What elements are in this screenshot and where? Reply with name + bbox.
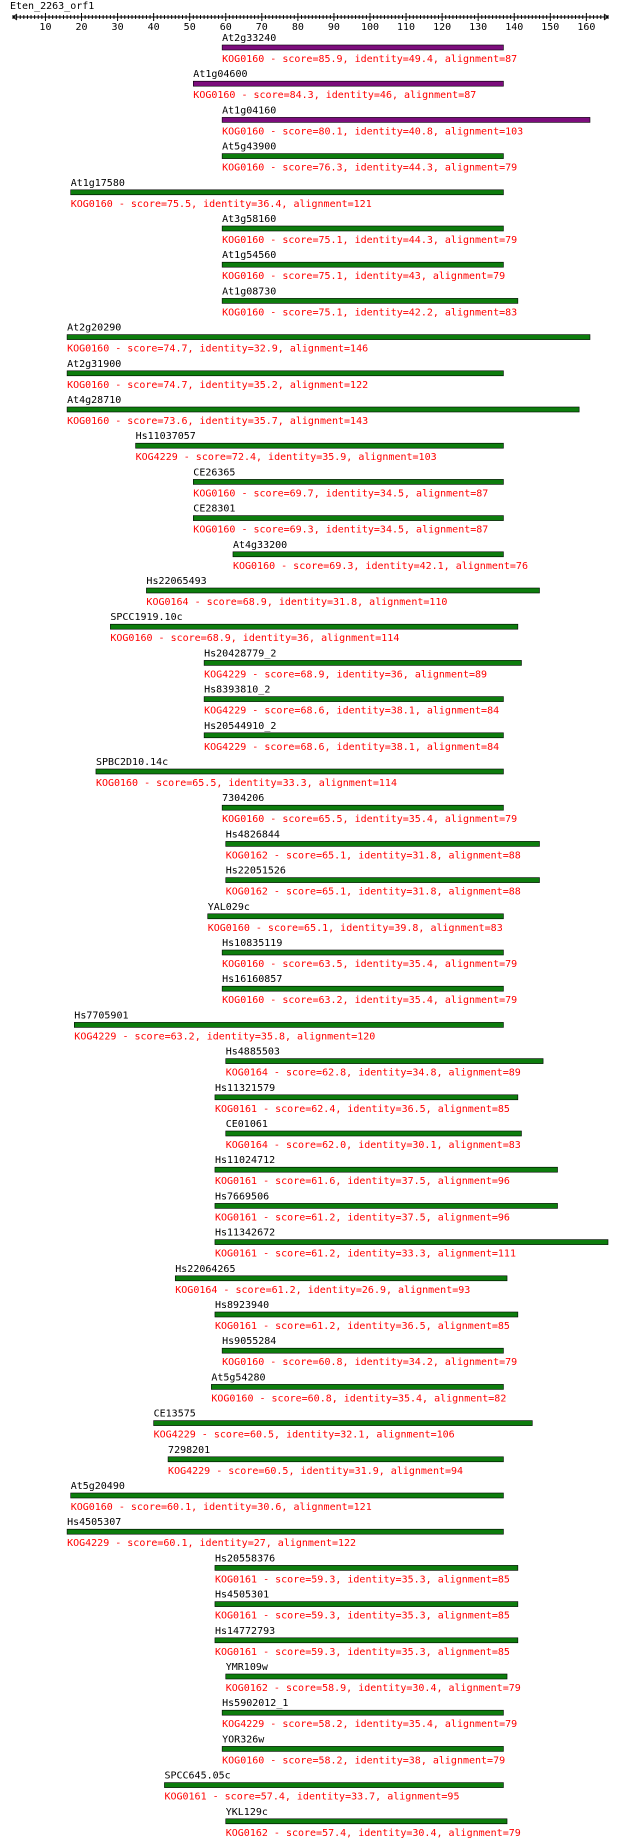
- hit-info: KOG0161 - score=61.2, identity=36.5, alignment=85: [214, 1321, 510, 1332]
- hit-info: KOG0161 - score=59.3, identity=35.3, alignment=85: [214, 1610, 510, 1622]
- hit-name: At5g54280: [211, 1372, 266, 1384]
- hit-info: KOG0160 - score=80.1, identity=40.8, alignment=103: [222, 126, 524, 138]
- hit-name: Hs14772793: [214, 1625, 276, 1637]
- hit-name: CE01061: [225, 1119, 268, 1130]
- hit-row: [211, 1372, 506, 1404]
- hit-bar: [215, 1167, 558, 1172]
- hit-info: KOG0164 - score=68.9, identity=31.8, alignment=110: [146, 597, 448, 608]
- tick-label: 130: [469, 22, 488, 33]
- hit-info: KOG4229 - score=58.2, identity=35.4, alignment=79: [222, 1719, 518, 1731]
- hit-row: [110, 612, 517, 644]
- hit-name: At5g20490: [70, 1481, 125, 1492]
- hit-info: KOG0164 - score=62.0, identity=30.1, alignment=83: [225, 1140, 521, 1151]
- hit-info: KOG4229 - score=60.1, identity=27, alignment=122: [67, 1538, 357, 1550]
- hit-info: KOG0160 - score=74.7, identity=32.9, alignment=146: [67, 343, 369, 355]
- tick-label: 20: [75, 22, 88, 33]
- hit-bar: [226, 878, 540, 883]
- hit-row: [164, 1771, 503, 1803]
- tick-label: 120: [433, 22, 452, 33]
- hit-info: KOG0160 - score=73.6, identity=35.7, alignment=143: [67, 416, 369, 427]
- tick-label: 140: [505, 22, 524, 33]
- hit-bar: [222, 950, 503, 955]
- hit-name: Hs22064265: [175, 1263, 236, 1275]
- tick-label: 100: [360, 22, 380, 33]
- hit-bar: [71, 1493, 504, 1498]
- hit-info: KOG0162 - score=57.4, identity=30.4, alignment=79: [225, 1827, 521, 1839]
- hit-row: [215, 1300, 518, 1332]
- hit-bar: [215, 1312, 518, 1317]
- hit-name: Hs7669506: [214, 1191, 270, 1203]
- hit-info: KOG0160 - score=85.9, identity=49.4, alignment=87: [222, 54, 518, 65]
- hit-name: Hs11037057: [135, 431, 196, 443]
- hit-name: Hs10835119: [222, 938, 283, 949]
- hit-row: [215, 1590, 518, 1622]
- hit-name: At5g43900: [222, 141, 277, 153]
- hit-bar: [222, 1710, 503, 1715]
- hit-row: [193, 69, 503, 101]
- hit-row: [222, 1734, 505, 1766]
- hit-info: KOG0162 - score=65.1, identity=31.8, alignment=88: [225, 850, 521, 862]
- hit-info: KOG0160 - score=58.2, identity=38, alignment=79: [222, 1755, 506, 1767]
- hit-bar: [215, 1095, 518, 1100]
- hit-bar: [226, 1819, 507, 1824]
- hit-info: KOG0160 - score=60.8, identity=35.4, alignment=82: [211, 1393, 507, 1405]
- hit-name: At1g04600: [193, 69, 248, 81]
- hit-row: [67, 359, 503, 391]
- hit-bar: [222, 226, 503, 231]
- tick-label: 80: [291, 22, 304, 33]
- hit-bar: [154, 1421, 533, 1426]
- hit-name: SPCC645.05c: [164, 1770, 231, 1782]
- hit-row: [226, 829, 540, 861]
- hit-bar: [110, 624, 517, 629]
- hit-name: CE13575: [153, 1408, 196, 1420]
- hit-info: KOG0160 - score=63.2, identity=35.4, alignment=79: [222, 995, 518, 1007]
- hit-bar: [71, 190, 504, 195]
- hit-bar: [222, 262, 503, 267]
- hit-bar: [193, 81, 503, 86]
- hit-info: KOG0160 - score=60.8, identity=34.2, alignment=79: [222, 1357, 518, 1369]
- hit-row: [146, 576, 539, 608]
- hit-info: KOG0160 - score=84.3, identity=46, alignment=87: [193, 90, 477, 102]
- hit-row: [222, 974, 517, 1006]
- hit-name: Hs4505307: [67, 1517, 122, 1529]
- hit-bar: [222, 986, 503, 991]
- hit-name: At2g20290: [67, 322, 122, 334]
- tick-label: 50: [183, 22, 196, 33]
- hit-name: YAL029c: [207, 901, 250, 913]
- hit-row: [204, 721, 503, 753]
- hit-bar: [222, 298, 518, 303]
- hit-name: Hs9055284: [222, 1336, 277, 1348]
- hit-row: [233, 540, 528, 572]
- hit-bar: [226, 841, 540, 846]
- hit-name: At1g04160: [222, 105, 277, 117]
- hit-bar: [208, 914, 504, 919]
- hit-name: At1g17580: [70, 177, 125, 189]
- hit-bar: [67, 407, 579, 412]
- hit-row: [215, 1553, 518, 1585]
- hit-name: At3g58160: [222, 214, 277, 225]
- hit-name: 7298201: [168, 1444, 211, 1456]
- hit-row: [204, 685, 503, 717]
- hit-info: KOG0161 - score=59.3, identity=35.3, alignment=85: [214, 1646, 510, 1658]
- hit-name: At1g54560: [222, 250, 277, 262]
- hit-name: Hs20428779_2: [204, 648, 277, 660]
- hit-info: KOG0161 - score=62.4, identity=36.5, alignment=85: [214, 1103, 510, 1115]
- hit-row: [222, 142, 517, 174]
- hit-name: Hs8393810_2: [204, 684, 271, 696]
- hit-name: At4g28710: [67, 395, 122, 406]
- hit-row: [222, 105, 590, 137]
- hit-name: YOR326w: [222, 1734, 265, 1746]
- hit-row: [222, 214, 517, 246]
- hit-row: [222, 1698, 517, 1730]
- hit-name: At2g33240: [222, 33, 277, 44]
- hit-row: [222, 33, 517, 65]
- tick-label: 110: [397, 22, 416, 33]
- tick-label: 30: [111, 22, 124, 33]
- hit-bar: [168, 1457, 503, 1462]
- hit-name: At1g08730: [222, 286, 277, 298]
- tick-label: 90: [327, 22, 340, 33]
- hit-info: KOG0160 - score=65.1, identity=39.8, alignment=83: [207, 922, 503, 934]
- hit-row: [222, 250, 505, 282]
- hit-name: Hs4826844: [225, 829, 280, 841]
- hit-bar: [211, 1384, 503, 1389]
- hit-bar: [215, 1638, 518, 1643]
- hit-bar: [215, 1602, 518, 1607]
- hit-row: [222, 286, 518, 318]
- hit-info: KOG0160 - score=69.7, identity=34.5, alignment=87: [193, 488, 489, 500]
- hit-bar: [193, 516, 503, 521]
- hit-info: KOG0160 - score=69.3, identity=42.1, alignment=76: [232, 560, 528, 572]
- hit-name: Hs4885503: [225, 1046, 280, 1058]
- hit-row: [215, 1626, 518, 1658]
- hit-bar: [193, 479, 503, 484]
- hit-name: Hs11024712: [214, 1155, 276, 1167]
- hit-bar: [226, 1674, 507, 1679]
- hit-bar: [222, 805, 503, 810]
- hit-bar: [222, 1348, 503, 1353]
- hit-row: [215, 1155, 558, 1187]
- hit-row: [226, 1807, 521, 1839]
- hit-bar: [204, 697, 503, 702]
- hit-bar: [175, 1276, 507, 1281]
- hit-bar: [204, 660, 521, 665]
- hit-bar: [74, 1022, 503, 1027]
- hit-name: Hs11342672: [214, 1227, 276, 1239]
- hit-row: [215, 1191, 558, 1223]
- hit-info: KOG4229 - score=72.4, identity=35.9, alignment=103: [135, 452, 437, 464]
- hit-row: [71, 178, 504, 210]
- hit-row: [226, 1119, 522, 1151]
- hit-row: [67, 1517, 503, 1549]
- hit-row: [204, 648, 521, 680]
- hit-name: CE26365: [193, 467, 236, 479]
- hit-row: [96, 757, 503, 789]
- hit-bar: [233, 552, 503, 557]
- query-title: Eten_2263_orf1: [10, 1, 95, 12]
- hit-row: [215, 1228, 608, 1260]
- hit-row: [222, 938, 517, 970]
- hit-row: [222, 1336, 517, 1368]
- hit-bar: [67, 335, 590, 340]
- hit-info: KOG4229 - score=63.2, identity=35.8, alignment=120: [74, 1031, 376, 1043]
- hit-bar: [204, 733, 503, 738]
- hit-name: Hs22065493: [146, 576, 207, 587]
- hit-row: [168, 1445, 503, 1477]
- hit-row: [215, 1083, 518, 1115]
- hit-bar: [226, 1059, 543, 1064]
- hit-info: KOG0160 - score=75.1, identity=43, alignment=79: [222, 271, 506, 283]
- hit-info: KOG0160 - score=68.9, identity=36, alignment=114: [110, 633, 400, 645]
- hit-row: [208, 902, 504, 934]
- hit-info: KOG0160 - score=75.5, identity=36.4, alignment=121: [70, 198, 372, 210]
- hit-bar: [67, 1529, 503, 1534]
- hit-info: KOG0160 - score=69.3, identity=34.5, alignment=87: [193, 524, 489, 536]
- hit-name: 7304206: [222, 793, 265, 805]
- hit-name: Hs11321579: [214, 1082, 276, 1094]
- hit-name: SPCC1919.10c: [110, 612, 183, 624]
- hit-info: KOG0160 - score=65.5, identity=33.3, alignment=114: [95, 778, 397, 789]
- hit-bar: [164, 1783, 503, 1788]
- hit-name: Hs8923940: [214, 1300, 270, 1311]
- hit-info: KOG0162 - score=65.1, identity=31.8, alignment=88: [225, 886, 521, 898]
- hit-info: KOG0160 - score=75.1, identity=44.3, alignment=79: [222, 235, 518, 246]
- hit-info: KOG0160 - score=75.1, identity=42.2, alignment=83: [222, 307, 518, 319]
- hit-list: [67, 33, 608, 1839]
- position-axis: [13, 13, 608, 33]
- hit-info: KOG4229 - score=60.5, identity=32.1, alignment=106: [153, 1429, 455, 1441]
- hit-name: Hs4505301: [214, 1589, 270, 1601]
- hit-row: [226, 1047, 543, 1079]
- tick-label: 40: [147, 22, 160, 33]
- tick-label: 160: [577, 22, 596, 33]
- hit-name: At4g33200: [232, 539, 288, 551]
- hit-row: [67, 323, 590, 355]
- hit-name: Hs20544910_2: [204, 720, 277, 732]
- hit-info: KOG0162 - score=58.9, identity=30.4, alignment=79: [225, 1683, 521, 1694]
- hit-info: KOG0161 - score=61.2, identity=37.5, alignment=96: [214, 1212, 510, 1224]
- hit-info: KOG0164 - score=62.8, identity=34.8, alignment=89: [225, 1067, 521, 1079]
- hit-name: Hs20558376: [214, 1553, 276, 1565]
- hit-bar: [215, 1240, 608, 1245]
- hit-row: [226, 1662, 521, 1694]
- hit-name: YMR109w: [225, 1662, 268, 1673]
- hit-info: KOG4229 - score=68.9, identity=36, alignment=89: [204, 669, 488, 681]
- hit-bar: [136, 443, 504, 448]
- hit-row: [136, 431, 504, 463]
- hit-info: KOG0161 - score=61.2, identity=33.3, alignment=111: [214, 1248, 516, 1260]
- hit-name: CE28301: [193, 503, 236, 515]
- hit-info: KOG4229 - score=60.5, identity=31.9, alignment=94: [168, 1465, 464, 1477]
- tick-label: 60: [219, 22, 232, 33]
- hit-row: [74, 1010, 503, 1042]
- hit-bar: [222, 45, 503, 50]
- hit-bar: [146, 588, 539, 593]
- hit-name: Hs7705901: [74, 1010, 129, 1022]
- hit-info: KOG0160 - score=74.7, identity=35.2, alignment=122: [67, 379, 369, 391]
- hit-row: [175, 1264, 507, 1296]
- hit-bar: [67, 371, 503, 376]
- hit-info: KOG0160 - score=63.5, identity=35.4, alignment=79: [222, 959, 518, 970]
- hit-info: KOG0161 - score=59.3, identity=35.3, alignment=85: [214, 1574, 510, 1586]
- hit-row: [193, 504, 503, 536]
- hit-name: At2g31900: [67, 358, 122, 370]
- hit-row: [222, 793, 517, 825]
- hit-info: KOG0160 - score=65.5, identity=35.4, alignment=79: [222, 814, 518, 826]
- hit-name: SPBC2D10.14c: [95, 757, 169, 768]
- tick-label: 150: [541, 22, 560, 33]
- hit-row: [193, 467, 503, 499]
- hit-name: YKL129c: [225, 1806, 268, 1818]
- tick-label: 70: [255, 22, 268, 33]
- hit-bar: [222, 154, 503, 159]
- hit-info: KOG0161 - score=57.4, identity=33.7, alignment=95: [164, 1791, 460, 1803]
- hit-bar: [215, 1203, 558, 1208]
- hit-info: KOG0160 - score=76.3, identity=44.3, alignment=79: [222, 162, 518, 174]
- hit-info: KOG0160 - score=60.1, identity=30.6, alignment=121: [70, 1502, 372, 1513]
- hit-bar: [96, 769, 503, 774]
- hit-row: [154, 1409, 533, 1441]
- hit-row: [226, 866, 540, 898]
- hit-bar: [222, 1746, 503, 1751]
- hit-name: Hs16160857: [222, 974, 283, 986]
- tick-label: 10: [39, 22, 52, 33]
- hit-row: [67, 395, 579, 427]
- hit-info: KOG4229 - score=68.6, identity=38.1, alignment=84: [204, 741, 500, 753]
- hit-info: KOG0161 - score=61.6, identity=37.5, alignment=96: [214, 1176, 510, 1188]
- hit-row: [71, 1481, 504, 1513]
- hit-bar: [226, 1131, 522, 1136]
- hit-info: KOG4229 - score=68.6, identity=38.1, alignment=84: [204, 705, 500, 717]
- hit-bar: [222, 117, 590, 122]
- hit-bar: [215, 1565, 518, 1570]
- hit-info: KOG0164 - score=61.2, identity=26.9, alignment=93: [175, 1284, 471, 1296]
- hit-name: Hs22051526: [225, 865, 286, 877]
- hit-name: Hs5902012_1: [222, 1698, 289, 1710]
